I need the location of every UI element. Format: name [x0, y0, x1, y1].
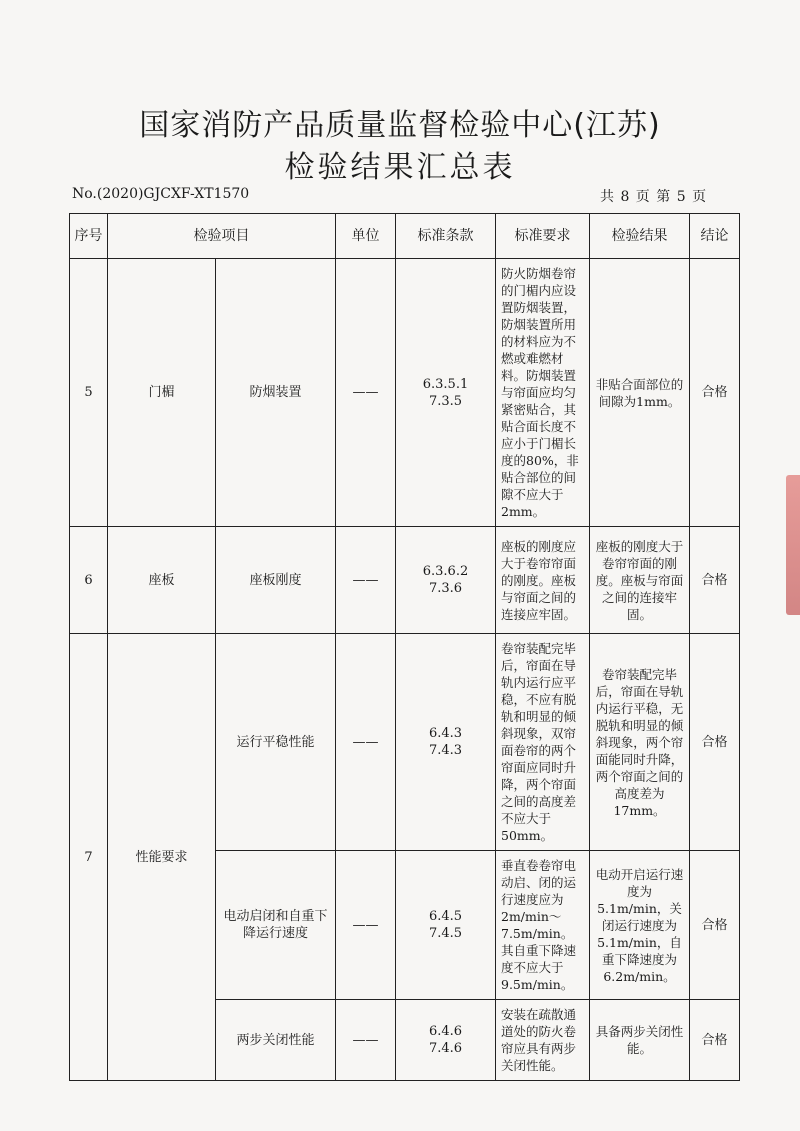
row-result: 座板的刚度大于卷帘帘面的刚度。座板与帘面之间的连接牢固。: [590, 527, 690, 634]
row-requirement: 卷帘装配完毕后，帘面在导轨内运行应平稳，不应有脱轨和明显的倾斜现象，双帘面卷帘的两个帘面应同时升降，两个帘面之间的高度差不应大于50mm。: [496, 634, 590, 851]
clause-line: 6.3.6.2: [422, 564, 469, 579]
report-title: 国家消防产品质量监督检验中心(江苏): [139, 108, 661, 143]
table-row: [70, 259, 740, 527]
seal-stamp-edge: [786, 475, 800, 615]
row-seq: 6: [70, 527, 108, 634]
header-clause: 标准条款: [396, 214, 496, 259]
row-unit: ——: [336, 851, 396, 1000]
row-conclusion: 合格: [690, 634, 740, 851]
row-category: 性能要求: [108, 634, 216, 1081]
header-unit: 单位: [336, 214, 396, 259]
document-number: No.(2020)GJCXF-XT1570: [72, 186, 250, 202]
row-clause: [396, 634, 496, 851]
row-clause: [396, 527, 496, 634]
row-item: 座板刚度: [216, 527, 336, 634]
row-item: 电动启闭和自重下降运行速度: [216, 851, 336, 1000]
row-item: 两步关闭性能: [216, 1000, 336, 1081]
row-unit: ——: [336, 527, 396, 634]
clause-line: 6.4.6: [428, 1024, 463, 1039]
row-result: 卷帘装配完毕后，帘面在导轨内运行平稳，无脱轨和明显的倾斜现象，两个帘面能同时升降，两个帘面之间的高度差为17mm。: [590, 634, 690, 851]
row-conclusion: 合格: [690, 851, 740, 1000]
row-seq: 5: [70, 259, 108, 527]
row-conclusion: 合格: [690, 527, 740, 634]
row-category: 座板: [108, 527, 216, 634]
header-item: 检验项目: [108, 214, 336, 259]
clause-line: 7.4.5: [428, 926, 463, 941]
row-conclusion: 合格: [690, 259, 740, 527]
clause-line: 7.4.6: [428, 1041, 463, 1056]
row-clause: [396, 1000, 496, 1081]
row-result: 电动开启运行速度为5.1m/min，关闭运行速度为5.1m/min，自重下降速度为6.2m/min。: [590, 851, 690, 1000]
row-unit: ——: [336, 1000, 396, 1081]
row-seq: 7: [70, 634, 108, 1081]
row-requirement: 防火防烟卷帘的门楣内应设置防烟装置，防烟装置所用的材料应为不燃或难燃材料。防烟装置与帘面应均匀紧密贴合，其贴合面长度不应小于门楣长度的80%，非贴合部位的间隙不应大于2mm。: [496, 259, 590, 527]
clause-line: 6.3.5.1: [422, 376, 469, 392]
table-row: [70, 634, 740, 851]
row-requirement: 垂直卷卷帘电动启、闭的运行速度应为2m/min～7.5m/min。其自重下降速度不应大于9.5m/min。: [496, 851, 590, 1000]
header-conclusion: 结论: [690, 214, 740, 259]
header-requirement: 标准要求: [496, 214, 590, 259]
header-result: 检验结果: [590, 214, 690, 259]
row-item: 防烟装置: [216, 259, 336, 527]
row-requirement: 座板的刚度应大于卷帘帘面的刚度。座板与帘面之间的连接应牢固。: [496, 527, 590, 634]
report-subtitle: 检验结果汇总表: [284, 150, 516, 185]
row-unit: ——: [336, 634, 396, 851]
row-category: 门楣: [108, 259, 216, 527]
page-info: 共 8 页 第 5 页: [600, 189, 708, 205]
row-clause: [396, 259, 496, 527]
row-clause: [396, 851, 496, 1000]
table-header-row: [70, 214, 740, 259]
row-result: 非贴合面部位的间隙为1mm。: [590, 259, 690, 527]
clause-line: 7.3.5: [428, 393, 463, 409]
clause-line: 6.4.3: [428, 726, 463, 741]
row-requirement: 安装在疏散通道处的防火卷帘应具有两步关闭性能。: [496, 1000, 590, 1081]
row-result: 具备两步关闭性能。: [590, 1000, 690, 1081]
row-unit: ——: [336, 259, 396, 527]
table-row: [70, 527, 740, 634]
clause-line: 7.4.3: [428, 743, 463, 758]
clause-line: 7.3.6: [428, 581, 463, 596]
header-seq: 序号: [70, 214, 108, 259]
row-item: 运行平稳性能: [216, 634, 336, 851]
results-table: [69, 213, 740, 1081]
clause-line: 6.4.5: [428, 909, 463, 924]
row-conclusion: 合格: [690, 1000, 740, 1081]
